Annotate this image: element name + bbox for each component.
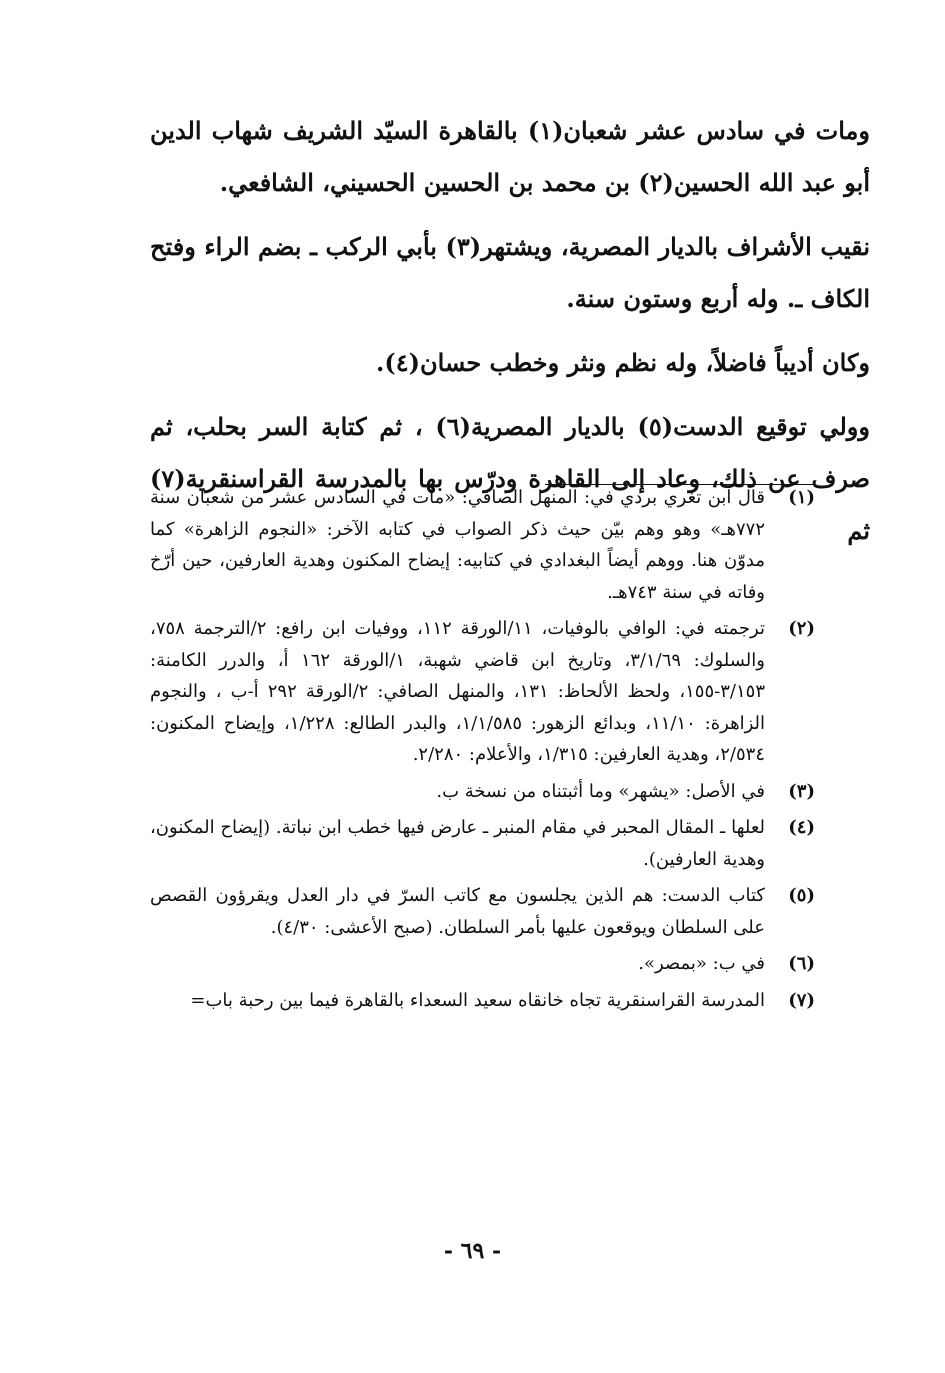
- footnote-1: [150, 482, 815, 608]
- footnote-number: (٣): [788, 780, 815, 802]
- footnote-text: قال ابن تغري بردي في: المنهل الصافي: «مات في السادس عشر من شعبان سنة ٧٧٢هـ» وهو وهم بيّن حيث ذكر الصواب في كتابه الآخر: «النجوم الزاهرة» كما مدوّن هنا. ووهم أيضاً البغدادي في كتابيه: إيضاح المكنون وهدية العارفين، حين أرّخ وفاته في سنة ٧٤٣هـ.: [150, 487, 765, 603]
- footnote-7: [150, 985, 815, 1017]
- paragraph-1: ومات في سادس عشر شعبان(١) بالقاهرة السيّد الشريف شهاب الدين أبو عبد الله الحسين(٢) بن محمد بن الحسين الحسيني، الشافعي.: [150, 116, 870, 197]
- footnote-text: لعلها ـ المقال المحبر في مقام المنبر ـ عارض فيها خطب ابن نباتة. (إيضاح المكنون، وهدية العارفين).: [150, 817, 765, 870]
- footnote-text: كتاب الدست: هم الذين يجلسون مع كاتب السرّ في دار العدل ويقرؤون القصص على السلطان ويوقعون عليها بأمر السلطان. (صبح الأعشى: ٤/٣٠).: [150, 885, 765, 938]
- footnote-number: (٦): [788, 953, 815, 974]
- footnote-3: [150, 776, 815, 808]
- footnote-number: (١): [788, 487, 815, 508]
- footnote-number: (٢): [788, 618, 815, 639]
- footnotes: [150, 482, 815, 1021]
- page-number: - ٦٩ -: [443, 1238, 502, 1264]
- paragraph-2: نقيب الأشراف بالديار المصرية، ويشتهر(٣) بأبي الركب ـ بضم الراء وفتح الكاف ـ. وله أربع وستون سنة.: [150, 232, 870, 313]
- footnote-6: [150, 948, 815, 980]
- footnote-number: (٤): [788, 817, 815, 838]
- footnote-text: ترجمته في: الوافي بالوفيات، ١١/الورقة ١١٢، ووفيات ابن رافع: ٢/الترجمة ٧٥٨، والسلوك: ٣/١/٦٩، وتاريخ ابن قاضي شهبة، ١/الورقة ١٦٢ أ، والدرر الكامنة: ٣/١٥٣-١٥٥، ولحظ الألحاظ: ١٣١، والمنهل الصافي: ٢/الورقة ٢٩٢ أ-ب ، والنجوم الزاهرة: ١١/١٠، وبدائع الزهور: ١/١/٥٨٥، والبدر الطالع: ١/٢٢٨، وإيضاح المكنون: ٢/٥٣٤، وهدية العارفين: ١/٣١٥، والأعلام: ٢/٢٨٠.: [150, 618, 766, 765]
- paragraph-4: وولي توقيع الدست(٥) بالديار المصرية(٦) ، ثم كتابة السر بحلب، ثم صرف عن ذلك، وعاد إلى القاهرة ودرّس بها بالمدرسة القراسنقرية(٧) ثم: [150, 412, 870, 545]
- footnote-text: المدرسة القراسنقرية تجاه خانقاه سعيد السعداء بالقاهرة فيما بين رحبة باب=: [190, 989, 765, 1011]
- footnote-4: [150, 812, 815, 875]
- footnote-text: في الأصل: «يشهر» وما أثبتناه من نسخة ب.: [436, 780, 765, 802]
- footnote-number: (٧): [788, 989, 815, 1011]
- footnote-2: [150, 613, 815, 771]
- paragraph-3: وكان أديباً فاضلاً، وله نظم ونثر وخطب حسان(٤).: [376, 348, 870, 377]
- footnote-text: في ب: «بمصر».: [638, 953, 765, 974]
- footnote-number: (٥): [788, 885, 815, 906]
- footnote-5: [150, 880, 815, 943]
